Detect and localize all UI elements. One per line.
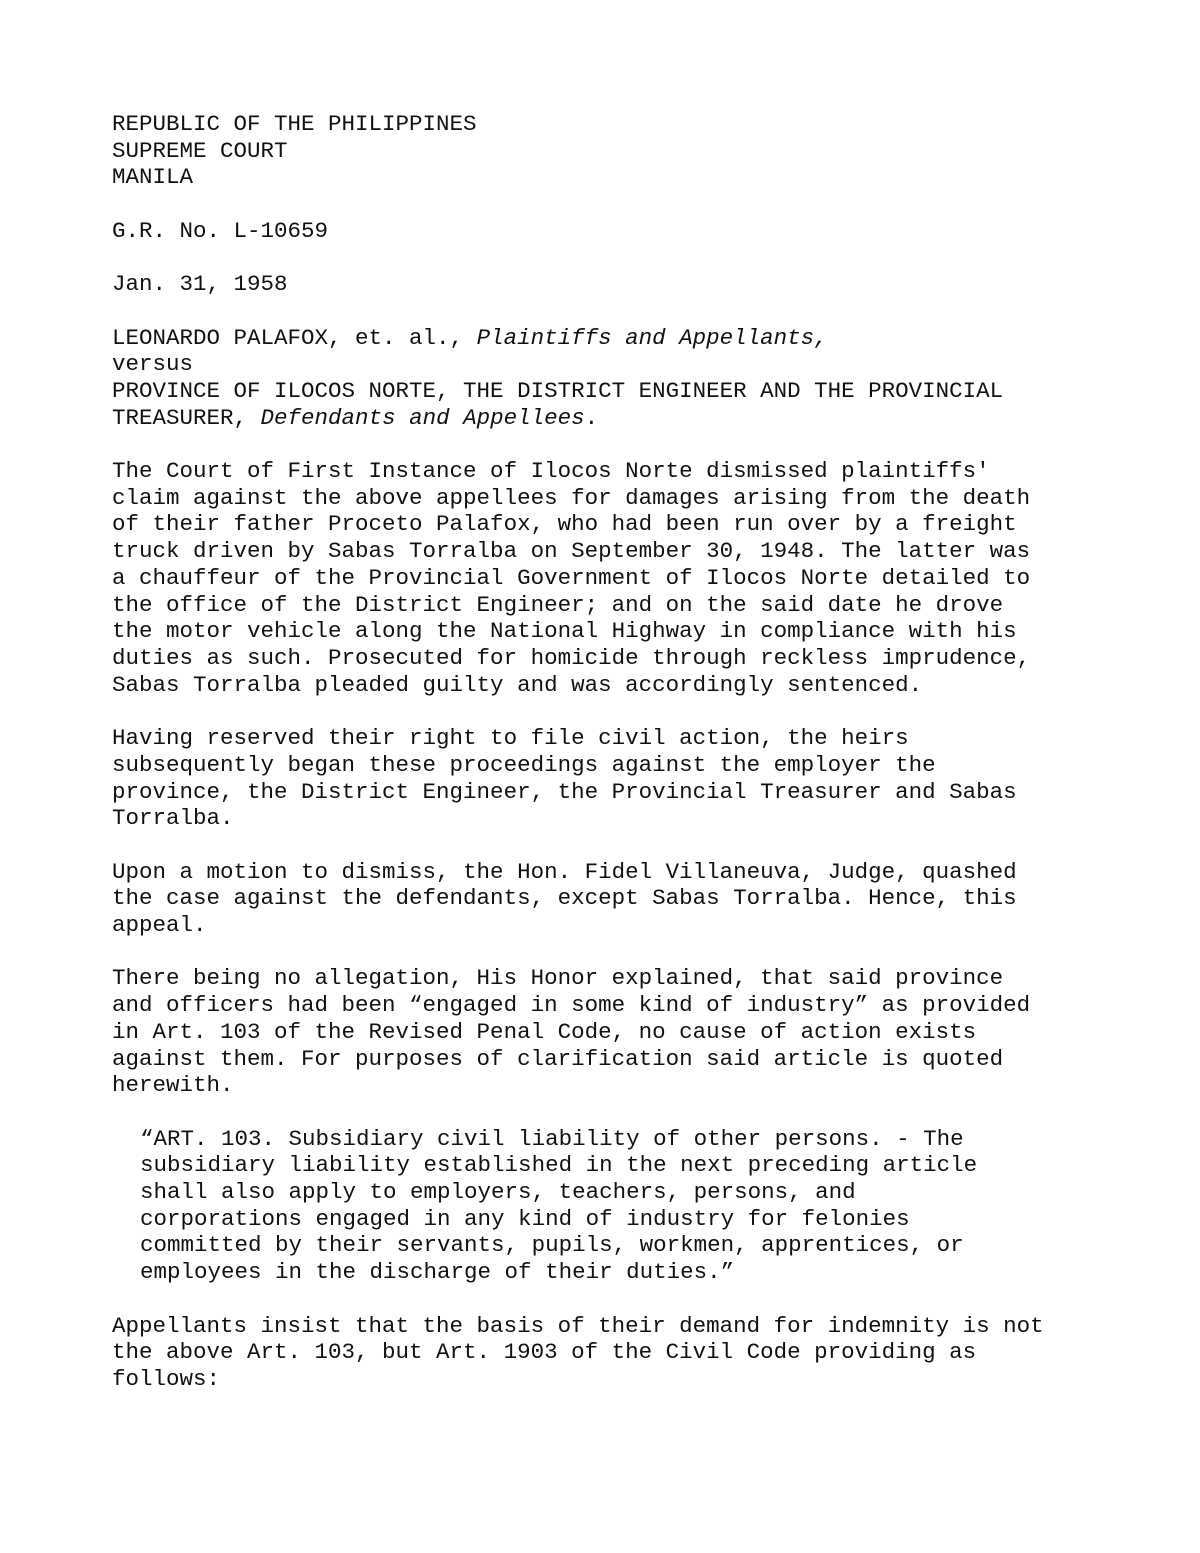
defendants-name-end: TREASURER, bbox=[112, 404, 248, 431]
paragraph-5 bbox=[112, 1313, 1112, 1393]
spacer bbox=[112, 191, 1112, 218]
paragraph-line: the above Art. 103, but Art. 1903 of the Civil Code providing as bbox=[112, 1339, 977, 1366]
block-quote bbox=[112, 1126, 1112, 1286]
quote-line: “ART. 103. Subsidiary civil liability of other persons. - The bbox=[140, 1125, 964, 1152]
paragraph-2 bbox=[112, 725, 1112, 832]
paragraph-line: a chauffeur of the Provincial Government of Ilocos Norte detailed to bbox=[112, 564, 1031, 591]
defendants-role: Defendants and Appellees bbox=[260, 404, 585, 431]
paragraph-line: truck driven by Sabas Torralba on September 30, 1948. The latter was bbox=[112, 538, 1031, 565]
paragraph-3 bbox=[112, 859, 1112, 939]
spacer bbox=[112, 832, 1112, 859]
defendants-period: . bbox=[584, 404, 599, 431]
paragraph-line: and officers had been “engaged in some kind of industry” as provided bbox=[112, 992, 1031, 1019]
paragraph-line: in Art. 103 of the Revised Penal Code, no cause of action exists bbox=[112, 1018, 977, 1045]
paragraph-line: the motor vehicle along the National Highway in compliance with his bbox=[112, 618, 1017, 645]
spacer bbox=[112, 1099, 1112, 1126]
header-court: SUPREME COURT bbox=[112, 137, 288, 164]
spacer bbox=[112, 431, 1112, 458]
header-country: REPUBLIC OF THE PHILIPPINES bbox=[112, 111, 477, 137]
quote-line: subsidiary liability established in the next preceding article bbox=[140, 1152, 978, 1179]
paragraph-line: There being no allegation, His Honor explained, that said province bbox=[112, 965, 1004, 992]
quote-line: employees in the discharge of their duties.” bbox=[140, 1259, 735, 1286]
case-number: G.R. No. L-10659 bbox=[112, 217, 329, 244]
spacer bbox=[112, 1286, 1112, 1313]
paragraph-line: Sabas Torralba pleaded guilty and was accordingly sentenced. bbox=[112, 671, 923, 698]
defendants-line-2 bbox=[112, 405, 1112, 432]
paragraph-line: the case against the defendants, except Sabas Torralba. Hence, this bbox=[112, 885, 1017, 912]
plaintiffs-line bbox=[112, 325, 1112, 352]
paragraph-line: claim against the above appellees for damages arising from the death bbox=[112, 484, 1031, 511]
defendants-line-1: PROVINCE OF ILOCOS NORTE, THE DISTRICT ENGINEER AND THE PROVINCIAL bbox=[112, 377, 1004, 404]
spacer bbox=[112, 698, 1112, 725]
quote-line: committed by their servants, pupils, workmen, apprentices, or bbox=[140, 1232, 964, 1259]
paragraph-line: Upon a motion to dismiss, the Hon. Fidel Villaneuva, Judge, quashed bbox=[112, 858, 1017, 885]
paragraph-line: The Court of First Instance of Ilocos Norte dismissed plaintiffs' bbox=[112, 458, 990, 485]
quote-line: corporations engaged in any kind of industry for felonies bbox=[140, 1205, 910, 1232]
paragraph-line: subsequently began these proceedings against the employer the bbox=[112, 751, 936, 778]
paragraph-line: appeal. bbox=[112, 912, 207, 938]
paragraph-line: duties as such. Prosecuted for homicide through reckless imprudence, bbox=[112, 645, 1031, 671]
plaintiffs-role: Plaintiffs and Appellants, bbox=[476, 324, 828, 351]
case-date: Jan. 31, 1958 bbox=[112, 271, 288, 298]
paragraph-line: of their father Proceto Palafox, who had been run over by a freight bbox=[112, 511, 1017, 538]
paragraph-line: follows: bbox=[112, 1365, 221, 1392]
paragraph-line: Appellants insist that the basis of their demand for indemnity is not bbox=[112, 1312, 1044, 1339]
spacer bbox=[112, 245, 1112, 272]
paragraph-line: Having reserved their right to file civil action, the heirs bbox=[112, 725, 909, 752]
paragraph-line: against them. For purposes of clarification said article is quoted bbox=[112, 1045, 1004, 1072]
versus: versus bbox=[112, 351, 194, 378]
paragraph-line: Torralba. bbox=[112, 805, 234, 832]
header-city: MANILA bbox=[112, 164, 194, 191]
plaintiffs-name: LEONARDO PALAFOX, et. al., bbox=[112, 324, 464, 351]
quote-line: shall also apply to employers, teachers, persons, and bbox=[140, 1179, 856, 1205]
paragraph-4 bbox=[112, 965, 1112, 1099]
paragraph-1 bbox=[112, 458, 1112, 698]
paragraph-line: herewith. bbox=[112, 1072, 234, 1099]
spacer bbox=[112, 939, 1112, 966]
paragraph-line: the office of the District Engineer; and on the said date he drove bbox=[112, 591, 1004, 618]
document-page bbox=[112, 111, 1112, 1393]
spacer bbox=[112, 298, 1112, 325]
paragraph-line: province, the District Engineer, the Provincial Treasurer and Sabas bbox=[112, 778, 1017, 805]
